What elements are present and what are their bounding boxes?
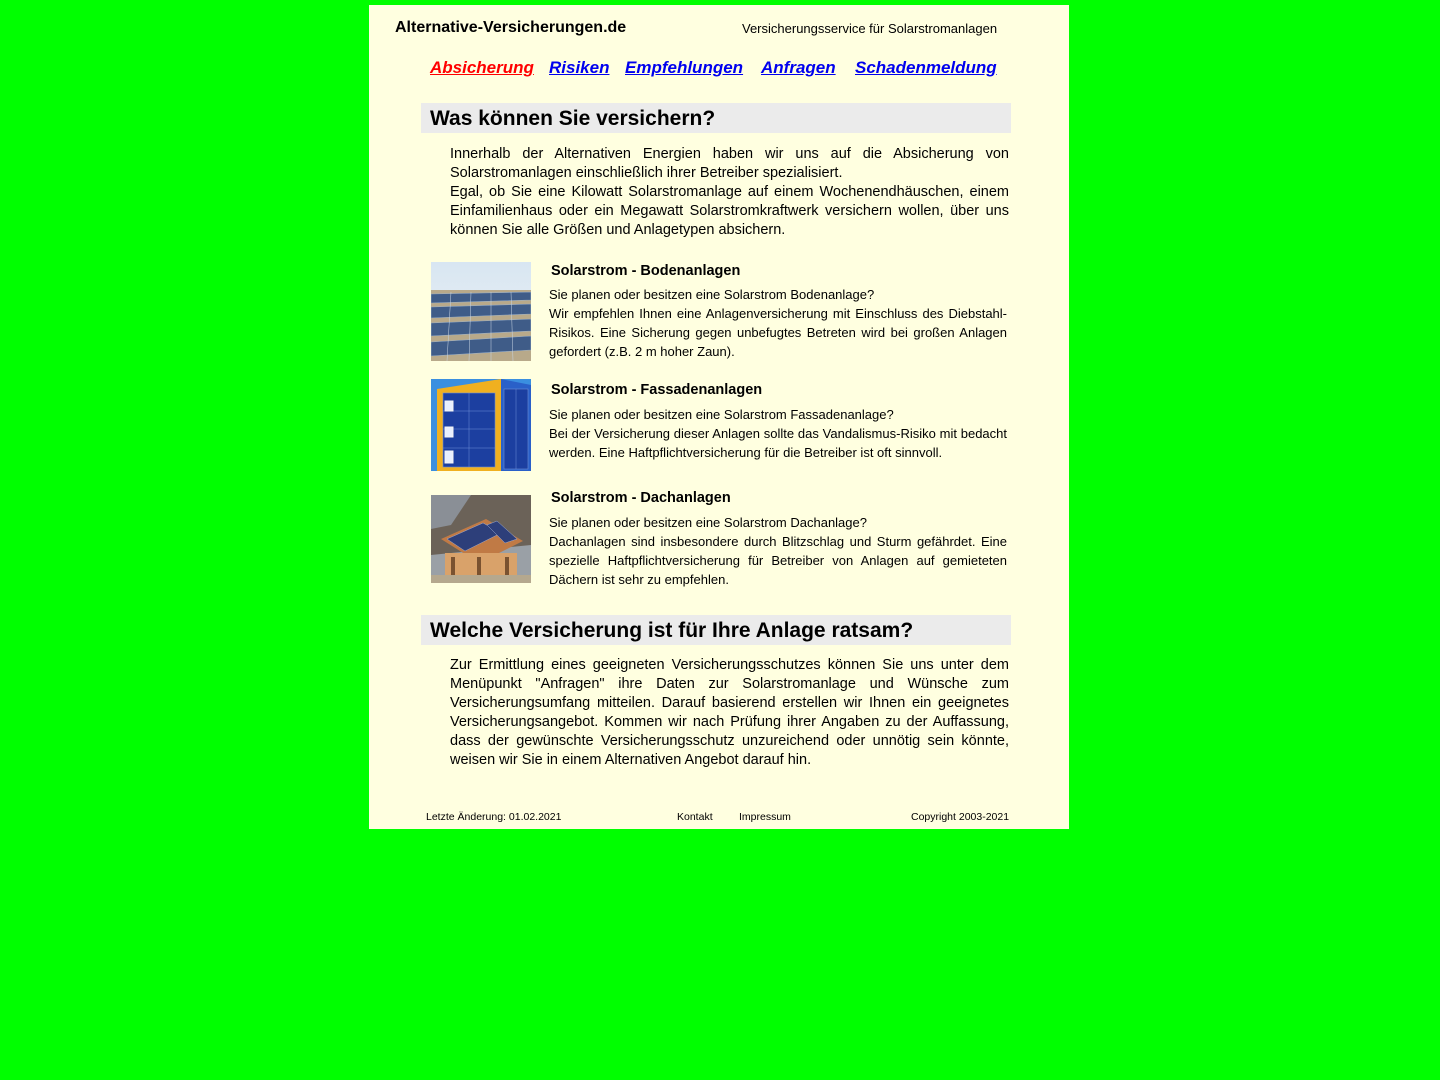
ground-solar-park-photo	[431, 262, 531, 361]
page-container	[369, 5, 1069, 829]
section1-intro	[450, 145, 1009, 240]
item-roof-title: Solarstrom - Dachanlagen	[551, 490, 731, 506]
item-facade-title: Solarstrom - Fassadenanlagen	[551, 382, 763, 398]
item-facade-body: Bei der Versicherung dieser Anlagen sollte das Vandalismus-Risiko mit bedacht werden. Eine Haftpflichtversicherung für die Betreiber ist oft sinnvoll.	[549, 426, 1007, 460]
facade-solar-building-photo	[431, 379, 531, 471]
nav-absicherung[interactable]: Absicherung	[430, 58, 534, 77]
item-roof-text	[549, 513, 1007, 589]
footer-last-change: Letzte Änderung: 01.02.2021	[426, 811, 562, 823]
footer-copyright: Copyright 2003-2021	[911, 811, 1010, 823]
section1-para2: Egal, ob Sie eine Kilowatt Solarstromanlage auf einem Wochenendhäuschen, einem Einfamilienhaus oder ein Megawatt Solarstromkraftwerk versichern wollen, über uns können Sie alle Größen und Anlagetypen absichern.	[450, 184, 1009, 238]
nav-schadenmeldung[interactable]: Schadenmeldung	[855, 58, 997, 77]
item-roof-body: Dachanlagen sind insbesondere durch Blitzschlag und Sturm gefährdet. Eine spezielle Haftpflichtversicherung für Betreiber von Anlagen auf gemieteten Dächern ist sehr zu empfehlen.	[549, 534, 1007, 587]
footer-contact-link[interactable]: Kontakt	[677, 811, 713, 823]
item-ground-question: Sie planen oder besitzen eine Solarstrom Bodenanlage?	[549, 287, 875, 302]
nav-risiken[interactable]: Risiken	[549, 58, 610, 77]
footer-imprint-link[interactable]: Impressum	[739, 811, 791, 823]
item-ground-text	[549, 285, 1007, 361]
section2-text	[450, 656, 1009, 770]
section1-para1: Innerhalb der Alternativen Energien haben wir uns auf die Absicherung von Solarstromanlagen einschließlich ihrer Betreiber spezialisiert.	[450, 146, 1009, 181]
item-roof-question: Sie planen oder besitzen eine Solarstrom Dachanlage?	[549, 515, 867, 530]
nav-empfehlungen[interactable]: Empfehlungen	[625, 58, 744, 77]
section2-para: Zur Ermittlung eines geeigneten Versicherungsschutzes können Sie uns unter dem Menüpunkt "Anfragen" ihre Daten zur Solarstromanlage und Wünsche zum Versicherungsumfang mitteilen. Darauf basierend erstellen wir Ihnen ein geeignetes Versicherungsangebot. Kommen wir nach Prüfung ihrer Angaben zu der Auffassung, dass der gewünschte Versicherungsschutz unzureichend oder unnötig sein könnte, weisen wir Sie in einem Alternativen Angebot darauf hin.	[450, 657, 1009, 768]
item-ground-title: Solarstrom - Bodenanlagen	[551, 263, 741, 279]
site-title: Alternative-Versicherungen.de	[395, 19, 627, 36]
roof-solar-house-photo	[431, 495, 531, 583]
item-facade-question: Sie planen oder besitzen eine Solarstrom Fassadenanlage?	[549, 407, 894, 422]
item-ground-body: Wir empfehlen Ihnen eine Anlagenversicherung mit Einschluss des Diebstahl-Risikos. Eine Sicherung gegen unbefugtes Betreten wird bei großen Anlagen gefordert (z.B. 2 m hoher Zaun).	[549, 306, 1007, 359]
section2-heading: Welche Versicherung ist für Ihre Anlage ratsam?	[430, 619, 914, 642]
main-nav	[369, 58, 1069, 82]
site-tagline: Versicherungsservice für Solarstromanlagen	[742, 21, 998, 36]
section1-heading-bar	[421, 103, 1011, 133]
nav-anfragen[interactable]: Anfragen	[761, 58, 836, 77]
item-facade-text	[549, 405, 1007, 462]
section1-heading: Was können Sie versichern?	[430, 107, 716, 130]
section2-heading-bar	[421, 615, 1011, 645]
